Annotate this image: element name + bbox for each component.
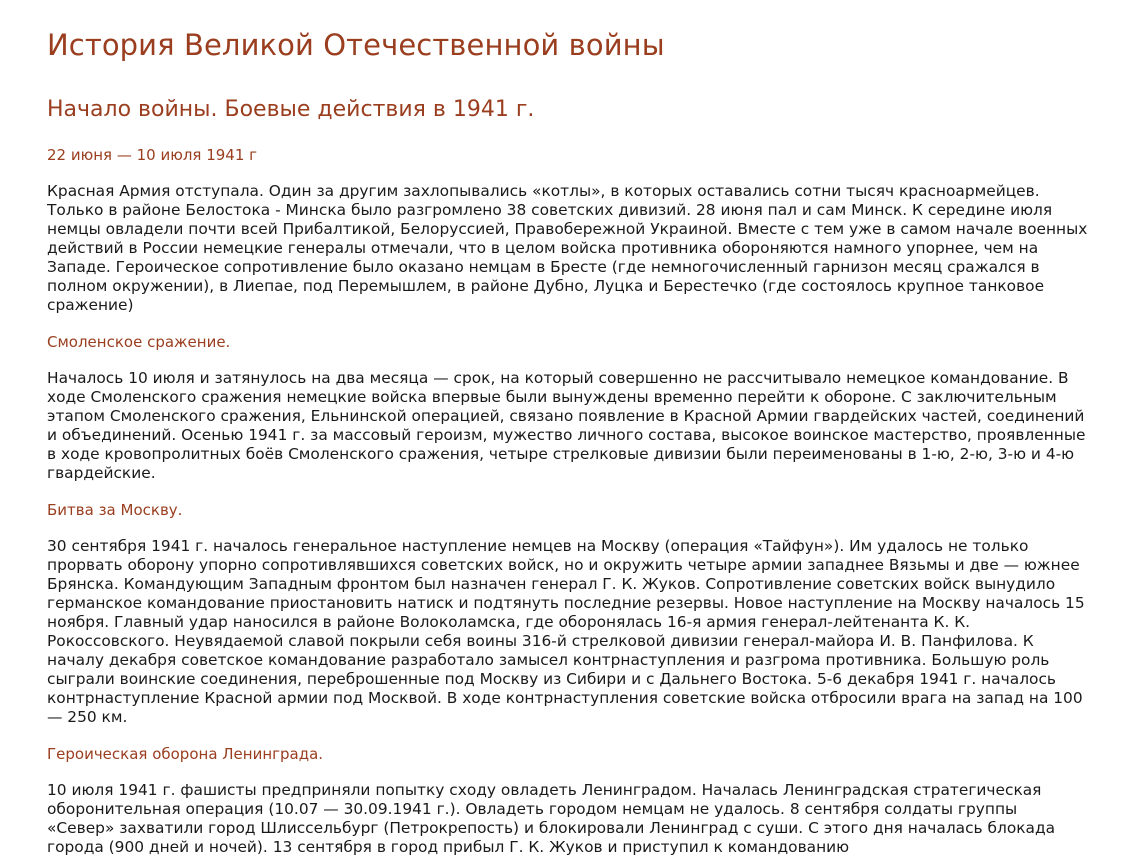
article-block-smolensk — [47, 331, 1089, 483]
subheading-leningrad: Героическая оборона Ленинграда. — [47, 745, 324, 763]
paragraph-moscow: 30 сентября 1941 г. началось генеральное наступление немцев на Москву (операция «Тайфун»). Им удалось не только прорвать оборону упорно сопротивлявшихся советских войск, но и окружить четыре армии западнее Вязьмы и две — южнее Брянска. Командующим Западным фронтом был назначен генерал Г. К. Жуков. Сопротивление советских войск вынудило германское командование приостановить натиск и подтянуть последние резервы. Новое наступление на Москву началось 15 ноября. Главный удар наносился в районе Волоколамска, где оборонялась 16-я армия генерал-лейтенанта К. К. Рокоссовского. Неувядаемой славой покрыли себя воины 316-й стрелковой дивизии генерал-майора И. В. Панфилова. К началу декабря советское командование разработало замысел контрнаступления и разгрома противника. Большую роль сыграли воинские соединения, переброшенные под Москву из Сибири и с Дальнего Востока. 5-6 декабря 1941 г. началось контрнаступление Красной армии под Москвой. В ходе контрнаступления советские войска отбросили врага на запад на 100 — 250 км. — [47, 537, 1085, 726]
subheading-moscow: Битва за Москву. — [47, 501, 183, 519]
article-block-initial-period — [47, 144, 1089, 315]
paragraph-initial-period: Красная Армия отступала. Один за другим захлопывались «котлы», в которых оставались сотни тысяч красноармейцев. Только в районе Белостока - Минска было разгромлено 38 советских дивизий. 28 июня пал и сам Минск. К середине июля немцы овладели почти всей Прибалтикой, Белоруссией, Правобережной Украиной. Вместе с тем уже в самом начале военных действий в России немецкие генералы отмечали, что в целом войска противника обороняются намного упорнее, чем на Западе. Героическое сопротивление было оказано немцам в Бресте (где немногочисленный гарнизон месяц сражался в полном окружении), в Лиепае, под Перемышлем, в районе Дубно, Луцка и Берестечко (где состоялось крупное танковое сражение) — [47, 182, 1088, 314]
paragraph-leningrad: 10 июля 1941 г. фашисты предприняли попытку сходу овладеть Ленинградом. Началась Ленинградская стратегическая оборонительная операция (10.07 — 30.09.1941 г.). Овладеть городом немцам не удалось. 8 сентября солдаты группы «Север» захватили город Шлиссельбург (Петрокрепость) и блокировали Ленинград с суши. С этого дня началась блокада города (900 дней и ночей). 13 сентября в город прибыл Г. К. Жуков и приступил к командованию — [47, 781, 1056, 856]
subheading-initial-period: 22 июня — 10 июля 1941 г — [47, 146, 258, 164]
subheading-smolensk: Смоленское сражение. — [47, 333, 231, 351]
paragraph-smolensk: Началось 10 июля и затянулось на два месяца — срок, на который совершенно не рассчитывало немецкое командование. В ходе Смоленского сражения немецкие войска впервые были вынуждены временно перейти к обороне. С заключительным этапом Смоленского сражения, Ельнинской операцией, связано появление в Красной Армии гвардейских частей, соединений и объединений. Осенью 1941 г. за массовый героизм, мужество личного состава, высокое воинское мастерство, проявленные в ходе кровопролитных боёв Смоленского сражения, четыре стрелковые дивизии были переименованы в 1-ю, 2-ю, 3-ю и 4-ю гвардейские. — [47, 369, 1086, 482]
page-title: История Великой Отечественной войны — [47, 28, 665, 62]
article-block-moscow — [47, 499, 1089, 727]
section-title: Начало войны. Боевые действия в 1941 г. — [47, 97, 535, 122]
article-block-leningrad — [47, 743, 1089, 857]
